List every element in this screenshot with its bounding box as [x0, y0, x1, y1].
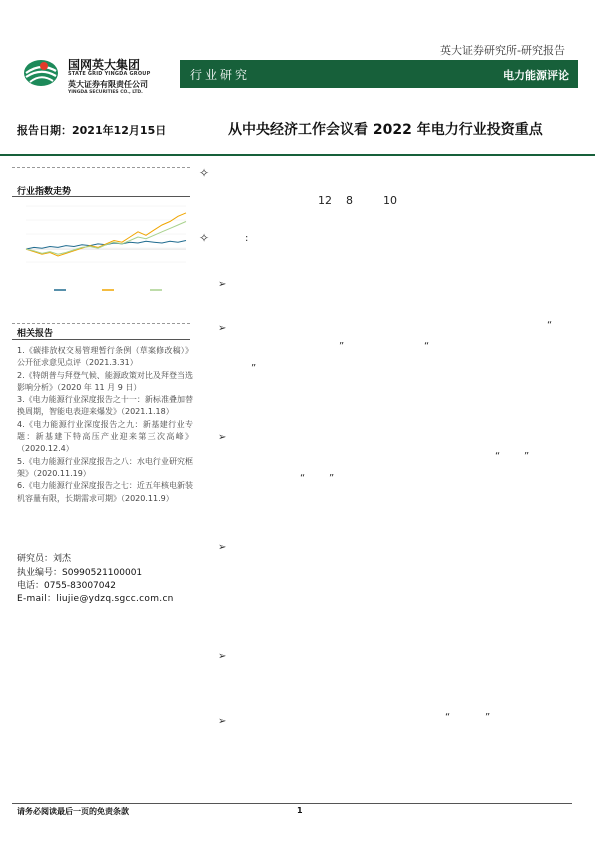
- related-item[interactable]: 1.《碳排放权交易管理暂行条例（草案修改稿）》公开征求意见点评（2021.3.31）: [17, 346, 193, 368]
- chart-heading-rule: [12, 196, 190, 197]
- related-item[interactable]: 2.《特朗普与拜登气候、能源政策对比及拜登当选影响分析》（2020 年 11 月 9 日）: [17, 370, 193, 392]
- chart-grid: [26, 206, 186, 262]
- body-fragment: 10: [383, 194, 397, 207]
- arrow-bullet-icon: ➢: [218, 716, 227, 727]
- chart-lines: [26, 213, 186, 256]
- company-sub-cn: 英大证券有限责任公司: [68, 80, 148, 89]
- quote-mark: “: [300, 473, 306, 484]
- related-list: [17, 345, 193, 505]
- arrow-bullet-icon: ➢: [218, 651, 227, 662]
- company-name-cn: 国网英大集团: [68, 58, 141, 72]
- body-colon: :: [245, 233, 249, 244]
- quote-mark: ”: [329, 473, 335, 484]
- chart-series-line: [26, 213, 186, 256]
- chart-heading: 行业指数走势: [17, 187, 72, 197]
- company-name-en: STATE GRID YINGDA GROUP: [68, 71, 151, 77]
- related-item[interactable]: 5.《电力能源行业深度报告之八：水电行业研究框架》（2020.11.19）: [17, 456, 193, 478]
- body-fragment: 12: [318, 194, 332, 207]
- arrow-bullet-icon: ➢: [218, 323, 227, 334]
- page-title: 从中央经济工作会议看 2022 年电力行业投资重点: [228, 122, 543, 138]
- quote-mark: ”: [485, 712, 491, 723]
- report-series: 电力能源评论: [503, 69, 569, 82]
- analyst-license: 执业编号：S0990521100001: [17, 568, 143, 578]
- analyst-phone: 电话：0755-83007042: [17, 581, 116, 591]
- diamond-bullet-icon: ✧: [199, 231, 210, 245]
- arrow-bullet-icon: ➢: [218, 432, 227, 443]
- related-divider: [12, 323, 190, 324]
- industry-index-chart: [14, 200, 192, 300]
- report-date: 报告日期：2021年12月15日: [17, 124, 167, 137]
- quote-mark: “: [445, 712, 451, 723]
- report-source: 英大证券研究所-研究报告: [440, 44, 565, 57]
- company-sub-en: YINGDA SECURITIES CO., LTD.: [68, 90, 143, 95]
- arrow-bullet-icon: ➢: [218, 542, 227, 553]
- related-item[interactable]: 6.《电力能源行业深度报告之七：近五年核电新装机容量有限，长期需求可期》（2020.11.9）: [17, 481, 193, 503]
- analyst-name: 研究员：刘杰: [17, 554, 72, 564]
- quote-mark: ”: [524, 451, 530, 462]
- company-logo: [22, 58, 60, 88]
- quote-mark: “: [547, 320, 553, 331]
- quote-mark: “: [424, 341, 430, 352]
- footer-disclaimer[interactable]: 请务必阅读最后一页的免责条款: [17, 807, 129, 816]
- arrow-bullet-icon: ➢: [218, 279, 227, 290]
- related-item[interactable]: 4.《电力能源行业深度报告之九：新基建行业专题：新基建下特高压产业迎来第三次高峰》（2020.12.4）: [17, 419, 193, 454]
- title-divider: [0, 154, 595, 156]
- report-category: 行业研究: [190, 68, 251, 82]
- quote-mark: ”: [339, 341, 345, 352]
- quote-mark: “: [495, 451, 501, 462]
- analyst-email[interactable]: E-mail：liujie@ydzq.sgcc.com.cn: [17, 594, 174, 604]
- quote-mark: ”: [251, 363, 257, 374]
- diamond-bullet-icon: ✧: [199, 166, 210, 180]
- page-number: 1: [297, 806, 303, 815]
- sidebar-divider: [12, 167, 190, 168]
- related-item[interactable]: 3.《电力能源行业深度报告之十一：新标准叠加替换周期，智能电表迎来爆发》（2021.1.18）: [17, 395, 193, 417]
- footer-divider: [12, 803, 572, 804]
- body-fragment: 8: [346, 194, 353, 207]
- related-heading: 相关报告: [17, 329, 54, 339]
- related-heading-rule: [12, 339, 190, 340]
